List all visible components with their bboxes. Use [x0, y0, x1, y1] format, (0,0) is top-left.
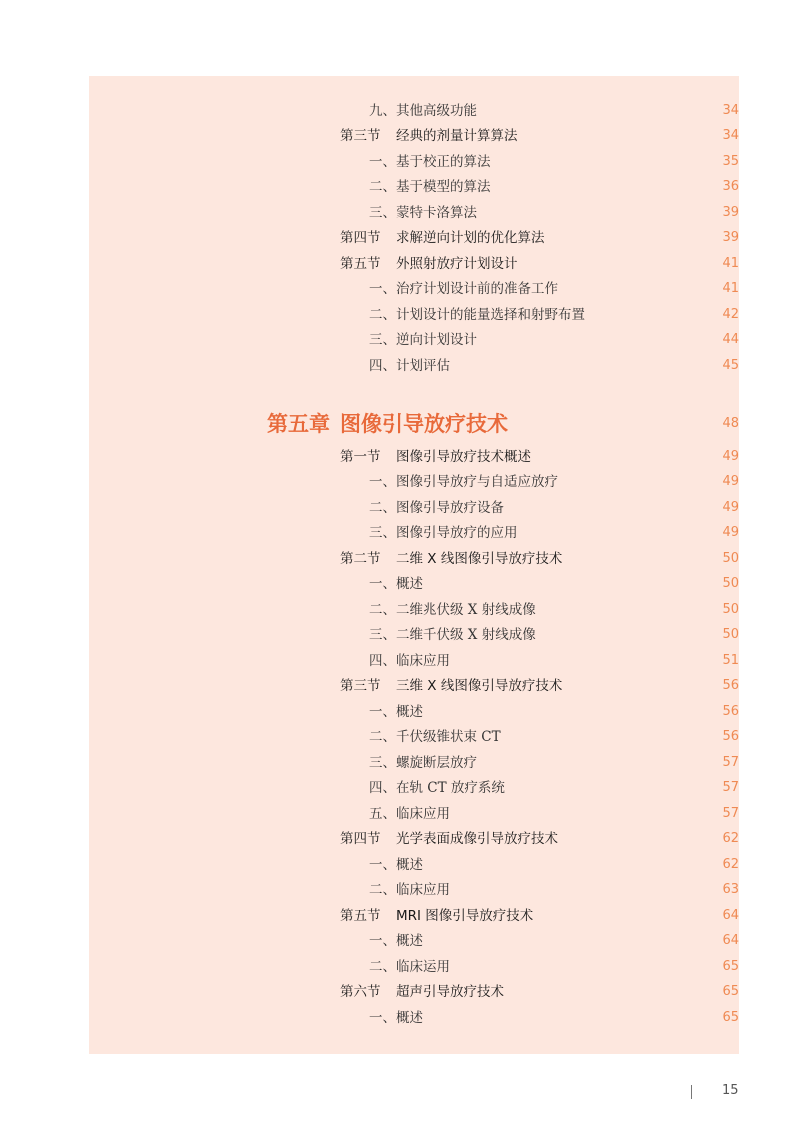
toc-page-number: 49 [722, 500, 739, 515]
toc-page-number: 48 [722, 416, 739, 431]
toc-item-label: 三、二维千伏级 X 射线成像 [369, 627, 536, 643]
toc-item-label: 一、基于校正的算法 [369, 154, 491, 170]
toc-item-label: 一、概述 [369, 857, 423, 873]
toc-page-number: 65 [722, 1010, 739, 1025]
toc-section-title: 经典的剂量计算算法 [396, 128, 518, 144]
toc-item[interactable] [89, 776, 739, 800]
toc-item-label: 三、蒙特卡洛算法 [369, 205, 477, 221]
toc-page-number: 57 [722, 780, 739, 795]
toc-page-number: 62 [722, 857, 739, 872]
toc-item[interactable] [89, 955, 739, 979]
toc-section[interactable] [89, 445, 739, 469]
toc-item[interactable] [89, 572, 739, 596]
toc-item[interactable] [89, 751, 739, 775]
toc-chapter-heading [267, 412, 508, 436]
toc-item-label: 四、计划评估 [369, 358, 450, 374]
toc-item-label: 五、临床应用 [369, 806, 450, 822]
toc-section[interactable] [89, 904, 739, 928]
toc-page-number: 39 [722, 205, 739, 220]
toc-section[interactable] [89, 547, 739, 571]
toc-section[interactable] [89, 980, 739, 1004]
toc-item[interactable] [89, 853, 739, 877]
toc-item[interactable] [89, 623, 739, 647]
toc-item[interactable] [89, 700, 739, 724]
toc-page-number: 62 [722, 831, 739, 846]
toc-item-label: 一、概述 [369, 1010, 423, 1026]
toc-panel [89, 76, 739, 1054]
toc-page-number: 51 [722, 653, 739, 668]
toc-item-label: 四、临床应用 [369, 653, 450, 669]
toc-page-number: 41 [722, 281, 739, 296]
toc-section-title: 外照射放疗计划设计 [396, 256, 518, 272]
toc-section-heading [340, 252, 518, 276]
toc-section-heading [340, 904, 533, 928]
toc-section-heading [340, 226, 545, 250]
toc-section-number: 第五节 [340, 256, 381, 272]
toc-item[interactable] [89, 929, 739, 953]
toc-section[interactable] [89, 674, 739, 698]
toc-page-number: 63 [722, 882, 739, 897]
toc-item[interactable] [89, 328, 739, 352]
toc-item-label: 九、其他高级功能 [369, 103, 477, 119]
footer-divider [691, 1085, 692, 1099]
toc-item[interactable] [89, 725, 739, 749]
toc-section-number: 第四节 [340, 831, 381, 847]
toc-section-title: 光学表面成像引导放疗技术 [396, 831, 558, 847]
toc-item-label: 二、基于模型的算法 [369, 179, 491, 195]
toc-section-number: 第三节 [340, 128, 381, 144]
toc-section-title: MRI 图像引导放疗技术 [396, 908, 534, 924]
toc-item[interactable] [89, 521, 739, 545]
toc-item-label: 二、图像引导放疗设备 [369, 500, 504, 516]
toc-section-heading [340, 547, 562, 571]
toc-page-number: 41 [722, 256, 739, 271]
toc-page-number: 50 [722, 551, 739, 566]
toc-section-number: 第六节 [340, 984, 381, 1000]
toc-section-title: 图像引导放疗技术概述 [396, 449, 531, 465]
toc-section-number: 第三节 [340, 678, 381, 694]
toc-item[interactable] [89, 277, 739, 301]
toc-section-number: 第一节 [340, 449, 381, 465]
toc-page-number: 50 [722, 576, 739, 591]
footer-page-number: 15 [722, 1083, 739, 1098]
toc-item-label: 二、计划设计的能量选择和射野布置 [369, 307, 585, 323]
toc-section[interactable] [89, 252, 739, 276]
toc-section-title: 求解逆向计划的优化算法 [396, 230, 545, 246]
toc-item[interactable] [89, 175, 739, 199]
toc-page-number: 49 [722, 474, 739, 489]
toc-item[interactable] [89, 496, 739, 520]
toc-page-number: 49 [722, 525, 739, 540]
toc-item-label: 二、千伏级锥状束 CT [369, 729, 501, 745]
toc-item[interactable] [89, 201, 739, 225]
toc-page-number: 65 [722, 984, 739, 999]
toc-item-label: 一、治疗计划设计前的准备工作 [369, 281, 558, 297]
toc-section-heading [340, 445, 531, 469]
toc-page-number: 34 [722, 103, 739, 118]
toc-page-number: 56 [722, 729, 739, 744]
toc-page-number: 34 [722, 128, 739, 143]
toc-item[interactable] [89, 303, 739, 327]
toc-page-number: 36 [722, 179, 739, 194]
toc-item[interactable] [89, 649, 739, 673]
toc-page-number: 65 [722, 959, 739, 974]
toc-page-number: 50 [722, 627, 739, 642]
toc-section-number: 第五节 [340, 908, 381, 924]
toc-item-label: 三、逆向计划设计 [369, 332, 477, 348]
toc-section-number: 第二节 [340, 551, 381, 567]
toc-item[interactable] [89, 878, 739, 902]
toc-page-number: 57 [722, 806, 739, 821]
toc-page-number: 64 [722, 933, 739, 948]
toc-page-number: 50 [722, 602, 739, 617]
toc-page-number: 56 [722, 704, 739, 719]
toc-item-label: 二、临床应用 [369, 882, 450, 898]
toc-item[interactable] [89, 99, 739, 123]
toc-item-label: 一、图像引导放疗与自适应放疗 [369, 474, 558, 490]
toc-item-label: 二、临床运用 [369, 959, 450, 975]
toc-section-number: 第四节 [340, 230, 381, 246]
toc-section-title: 二维 X 线图像引导放疗技术 [396, 551, 563, 567]
toc-page-number: 56 [722, 678, 739, 693]
toc-item[interactable] [89, 1006, 739, 1030]
toc-chapter-number: 第五章 [267, 411, 330, 436]
toc-section-heading [340, 980, 504, 1004]
toc-chapter-title: 图像引导放疗技术 [340, 411, 508, 436]
toc-item-label: 一、概述 [369, 576, 423, 592]
toc-item-label: 一、概述 [369, 933, 423, 949]
toc-section-heading [340, 124, 518, 148]
toc-section-title: 三维 X 线图像引导放疗技术 [396, 678, 563, 694]
toc-item-label: 二、二维兆伏级 X 射线成像 [369, 602, 536, 618]
toc-item[interactable] [89, 354, 739, 378]
toc-item[interactable] [89, 150, 739, 174]
toc-section-title: 超声引导放疗技术 [396, 984, 504, 1000]
toc-page-number: 44 [722, 332, 739, 347]
toc-page-number: 39 [722, 230, 739, 245]
toc-section-heading [340, 827, 558, 851]
toc-page-number: 49 [722, 449, 739, 464]
toc-section[interactable] [89, 226, 739, 250]
toc-section[interactable] [89, 827, 739, 851]
toc-page-number: 57 [722, 755, 739, 770]
toc-item-label: 四、在轨 CT 放疗系统 [369, 780, 505, 796]
toc-item-label: 三、图像引导放疗的应用 [369, 525, 518, 541]
toc-item[interactable] [89, 802, 739, 826]
toc-section[interactable] [89, 124, 739, 148]
toc-page-number: 45 [722, 358, 739, 373]
toc-page-number: 42 [722, 307, 739, 322]
toc-page-number: 64 [722, 908, 739, 923]
toc-section-heading [340, 674, 562, 698]
toc-item-label: 一、概述 [369, 704, 423, 720]
toc-item[interactable] [89, 598, 739, 622]
toc-item[interactable] [89, 470, 739, 494]
toc-page-number: 35 [722, 154, 739, 169]
toc-item-label: 三、螺旋断层放疗 [369, 755, 477, 771]
toc-chapter[interactable] [89, 412, 739, 436]
